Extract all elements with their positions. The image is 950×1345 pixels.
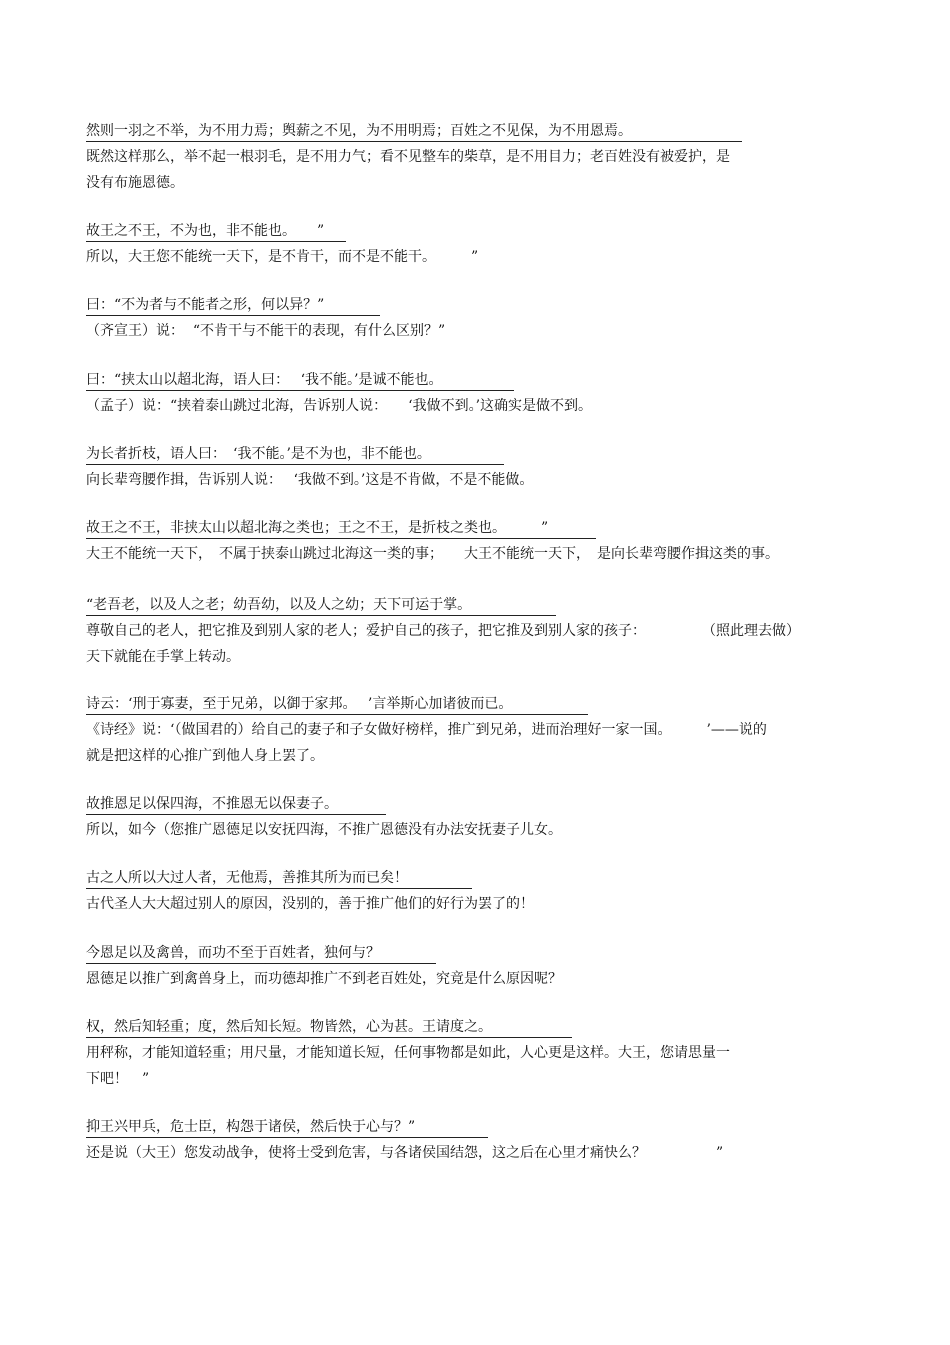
translation-text: 既然这样那么，举不起一根羽毛，是不用力气；看不见整车的柴草，是不用目力；老百姓没有被爱护，是 没有布施恩德。 xyxy=(86,149,730,191)
original-text: 抑王兴甲兵，危士臣，构怨于诸侯，然后快于心与？” xyxy=(86,1118,488,1138)
passage-entry xyxy=(86,517,866,567)
original-text: 故王之不王，不为也，非不能也。 ” xyxy=(86,222,346,242)
passage-entry xyxy=(86,294,866,344)
translation-text: 还是说（大王）您发动战争，使将士受到危害，与各诸侯国结怨，这之后在心里才痛快么？ ” xyxy=(86,1145,724,1161)
translation-text: 恩德足以推广到禽兽身上，而功德却推广不到老百姓处，究竟是什么原因呢？ xyxy=(86,971,562,987)
original-text: 曰：“挟太山以超北海，语人曰： ‘我不能。’是诚不能也。 xyxy=(86,371,514,391)
passage-entry xyxy=(86,443,866,493)
translation-text: 所以，如今（您推广恩德足以安抚四海，不推广恩德没有办法安抚妻子儿女。 xyxy=(86,822,562,838)
original-text: 然则一羽之不举，为不用力焉；舆薪之不见，为不用明焉；百姓之不见保，为不用恩焉。 xyxy=(86,122,742,142)
passage-entry xyxy=(86,942,866,992)
translation-text: 大王不能统一天下， 不属于挟泰山跳过北海这一类的事； 大王不能统一天下， 是向长辈弯腰作揖这类的事。 xyxy=(86,546,779,562)
passage-entry xyxy=(86,120,866,196)
original-text: 诗云：‘刑于寡妻，至于兄弟，以御于家邦。 ’言举斯心加诸彼而已。 xyxy=(86,695,588,715)
translation-text: 用秤称，才能知道轻重；用尺量，才能知道长短，任何事物都是如此，人心更是这样。大王，您请思量一 下吧！ ” xyxy=(86,1045,730,1087)
passage-entry xyxy=(86,1116,866,1166)
original-text: 今恩足以及禽兽，而功不至于百姓者，独何与？ xyxy=(86,944,436,964)
original-text: 故推恩足以保四海，不推恩无以保妻子。 xyxy=(86,795,386,815)
passage-entry xyxy=(86,793,866,843)
original-text: 权，然后知轻重；度，然后知长短。物皆然，心为甚。王请度之。 xyxy=(86,1018,572,1038)
translation-text: 向长辈弯腰作揖，告诉别人说： ‘我做不到。’这是不肯做，不是不能做。 xyxy=(86,472,534,488)
original-text: 故王之不王，非挟太山以超北海之类也；王之不王，是折枝之类也。 ” xyxy=(86,519,596,539)
passage-entry xyxy=(86,1016,866,1092)
passage-entry xyxy=(86,220,866,270)
original-text: 曰：“不为者与不能者之形，何以异？” xyxy=(86,296,380,316)
passage-entry xyxy=(86,867,866,917)
original-text: “老吾老，以及人之老；幼吾幼，以及人之幼；天下可运于掌。 xyxy=(86,596,556,616)
translation-text: （孟子）说：“挟着泰山跳过北海，告诉别人说： ‘我做不到。’这确实是做不到。 xyxy=(86,398,593,414)
passage-entry xyxy=(86,594,866,670)
translation-text: （齐宣王）说： “不肯干与不能干的表现，有什么区别？” xyxy=(86,323,446,339)
translation-text: 所以，大王您不能统一天下，是不肯干，而不是不能干。 ” xyxy=(86,249,479,265)
passage-entry xyxy=(86,693,866,769)
original-text: 为长者折枝，语人曰： ‘我不能。’是不为也，非不能也。 xyxy=(86,445,504,465)
translation-text: 古代圣人大大超过别人的原因，没别的，善于推广他们的好行为罢了的！ xyxy=(86,896,534,912)
original-text: 古之人所以大过人者，无他焉，善推其所为而已矣！ xyxy=(86,869,472,889)
passage-entry xyxy=(86,369,866,419)
translation-text: 尊敬自己的老人，把它推及到别人家的老人；爱护自己的孩子，把它推及到别人家的孩子： （照此理去做） 天下就能在手掌上转动。 xyxy=(86,623,800,665)
translation-text: 《诗经》说：‘（做国君的）给自己的妻子和子女做好榜样，推广到兄弟，进而治理好一家一国。 ’——说的 就是把这样的心推广到他人身上罢了。 xyxy=(86,722,767,764)
